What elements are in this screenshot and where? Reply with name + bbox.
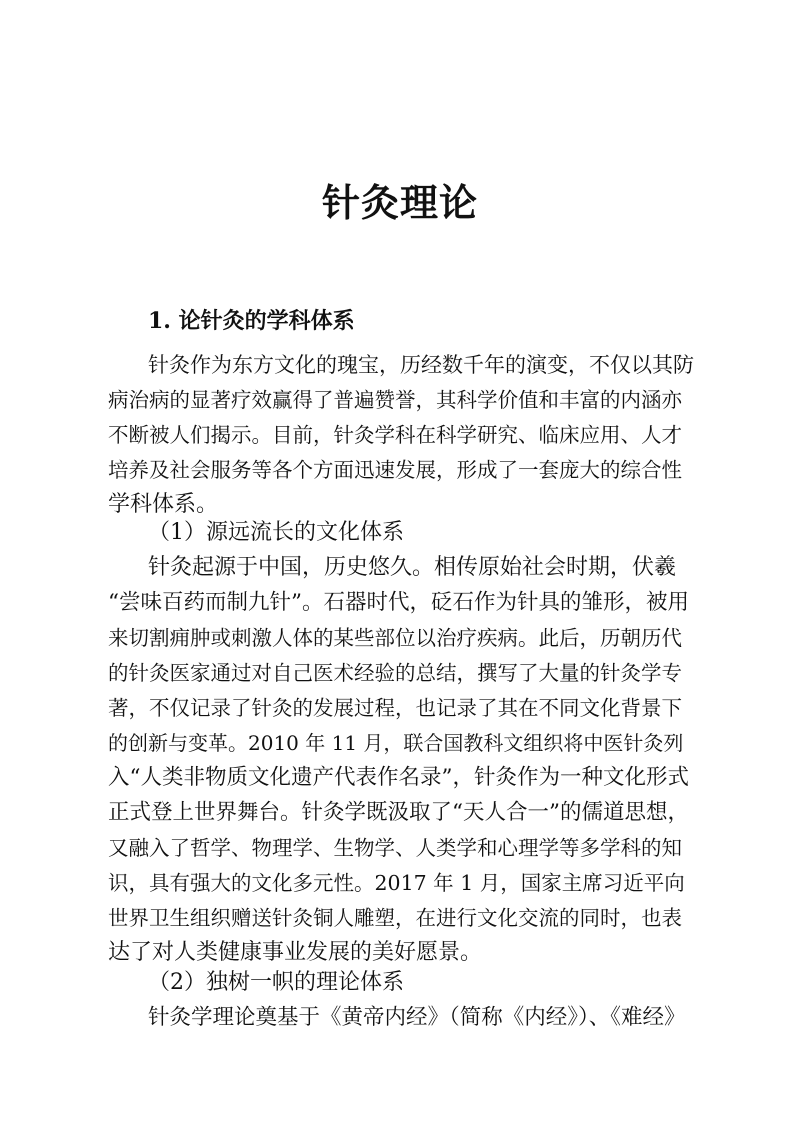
paragraph-line: 病治病的显著疗效赢得了普遍赞誉，其科学价值和丰富的内涵亦: [108, 388, 682, 412]
paragraph-line: 培养及社会服务等各个方面迅速发展，形成了一套庞大的综合性: [108, 458, 682, 482]
section-heading: 1. 论针灸的学科体系: [148, 308, 355, 334]
paragraph-line: 著，不仅记录了针灸的发展过程，也记录了其在不同文化背景下: [108, 696, 682, 720]
paragraph-line: 达了对人类健康事业发展的美好愿景。: [108, 940, 483, 965]
paragraph-line: 不断被人们揭示。目前，针灸学科在科学研究、临床应用、人才: [108, 423, 682, 447]
paragraph-line: 正式登上世界舞台。针灸学既汲取了“天人合一”的儒道思想，: [108, 800, 689, 825]
paragraph-line: 识，具有强大的文化多元性。2017 年 1 月，国家主席习近平向: [108, 871, 685, 895]
paragraph-line: 世界卫生组织赠送针灸铜人雕塑，在进行文化交流的同时，也表: [108, 906, 682, 930]
paragraph-line: 来切割痈肿或刺激人体的某些部位以治疗疾病。此后，历朝历代: [108, 626, 682, 650]
paragraph-line: 针灸作为东方文化的瑰宝，历经数千年的演变，不仅以其防: [148, 353, 694, 377]
paragraph-line: 的针灸医家通过对自己医术经验的总结，撰写了大量的针灸学专: [108, 661, 682, 685]
paragraph-line: 针灸学理论奠基于《黄帝内经》（简称《内经》）、《难经》: [148, 1005, 686, 1030]
paragraph-line: 学科体系。: [108, 492, 219, 517]
subsection-heading: （2）独树一帜的理论体系: [148, 970, 404, 995]
subsection-heading: （1）源远流长的文化体系: [148, 520, 404, 545]
page-title: 针灸理论: [321, 180, 478, 225]
paragraph-line: 针灸起源于中国，历史悠久。相传原始社会时期，伏羲: [148, 555, 677, 580]
paragraph-line: “尝味百药而制九针”。石器时代，砭石作为针具的雏形，被用: [108, 590, 689, 615]
paragraph-line: 又融入了哲学、物理学、生物学、人类学和心理学等多学科的知: [108, 836, 682, 860]
paragraph-line: 入“人类非物质文化遗产代表作名录”，针灸作为一种文化形式: [108, 765, 689, 790]
paragraph-line: 的创新与变革。2010 年 11 月，联合国教科文组织将中医针灸列: [108, 731, 684, 755]
